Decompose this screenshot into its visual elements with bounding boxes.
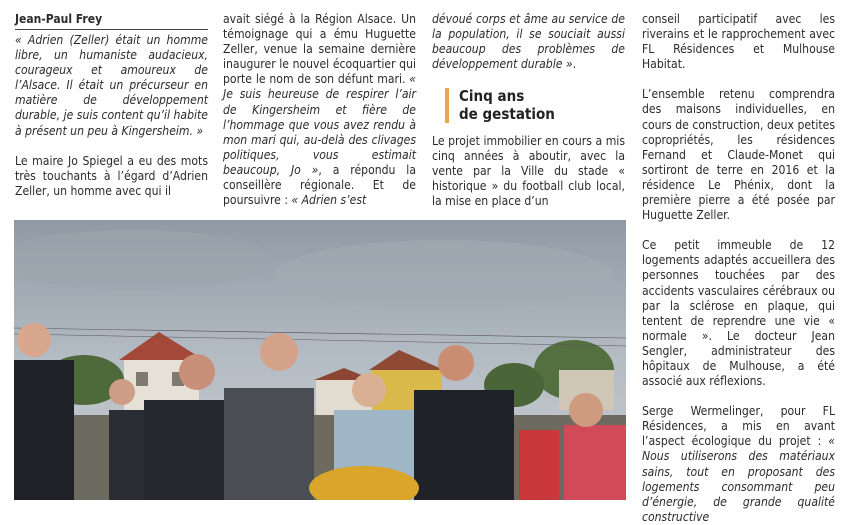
quote-paragraph: dévoué corps et âme au service de la population, il se souciait aussi beaucoup des problèmes de développement durable ». (432, 12, 625, 72)
author-byline: Jean-Paul Frey (15, 0, 208, 30)
body-paragraph: avait siégé à la Région Alsace. Un témoignage qui a ému Huguette Zeller, venue la semaine dernière inaugurer le nouvel écoquartier qui porte le nom de son défunt mari. « Je suis heureuse de respirer l’air de Kingersheim et fière de l’hommage que vous avez rendu à mon mari qui, au-delà des clivages politiques, vous estimait beaucoup, Jo », a répondu la conseillère régionale. Et de poursuivre : « Adrien s’est (223, 12, 416, 208)
body-paragraph: Le maire Jo Spiegel a eu des mots très touchants à l’égard d’Adrien Zeller, un homme avec qui il (15, 153, 208, 198)
column-3-body (432, 134, 625, 209)
section-heading: Cinq ans de gestation (445, 88, 619, 123)
quote-paragraph: « Adrien (Zeller) était un homme libre, un humaniste audacieux, courageux et amoureux de l’Alsace. Il était un précurseur en matière de développement durable, je suis content qu’il habite à présent un peu à Kingersheim. » (15, 33, 208, 138)
body-paragraph: Ce petit immeuble de 12 logements adaptés accueillera des personnes touchées par des accidents vasculaires cérébraux ou par la sclérose en plaque, qui tentent de reprendre une vie « normale ». Le docteur Jean Sengler, administrateur des hôpitaux de Mulhouse, a été associé aux réflexions. (642, 238, 835, 389)
column-3 (432, 12, 625, 72)
body-paragraph: Serge Wermelinger, pour FL Résidences, a mis en avant l’aspect écologique du projet : « Nous utiliserons des matériaux sains, tout en proposant des logements consommant peu d’énergie, de grande qualité constructive (642, 404, 835, 524)
body-paragraph: L’ensemble retenu comprendra des maisons individuelles, en cours de construction, deux petites copropriétés, les résidences Fernand et Claude-Monet qui sortiront de terre en 2016 et la résidence Le Phénix, dont la première pierre a été posée par Huguette Zeller. (642, 87, 835, 223)
column-4 (642, 12, 835, 525)
body-paragraph: Le projet immobilier en cours a mis cinq années à aboutir, avec la vente par la Ville du stade « historique » du football club local, la mise en place d’un (432, 134, 625, 209)
column-1 (15, 0, 208, 199)
column-2 (223, 12, 416, 208)
body-paragraph: conseil participatif avec les riverains et le rapprochement avec FL Résidences et Mulhouse Habitat. (642, 12, 835, 72)
ceremony-photo (14, 220, 626, 500)
